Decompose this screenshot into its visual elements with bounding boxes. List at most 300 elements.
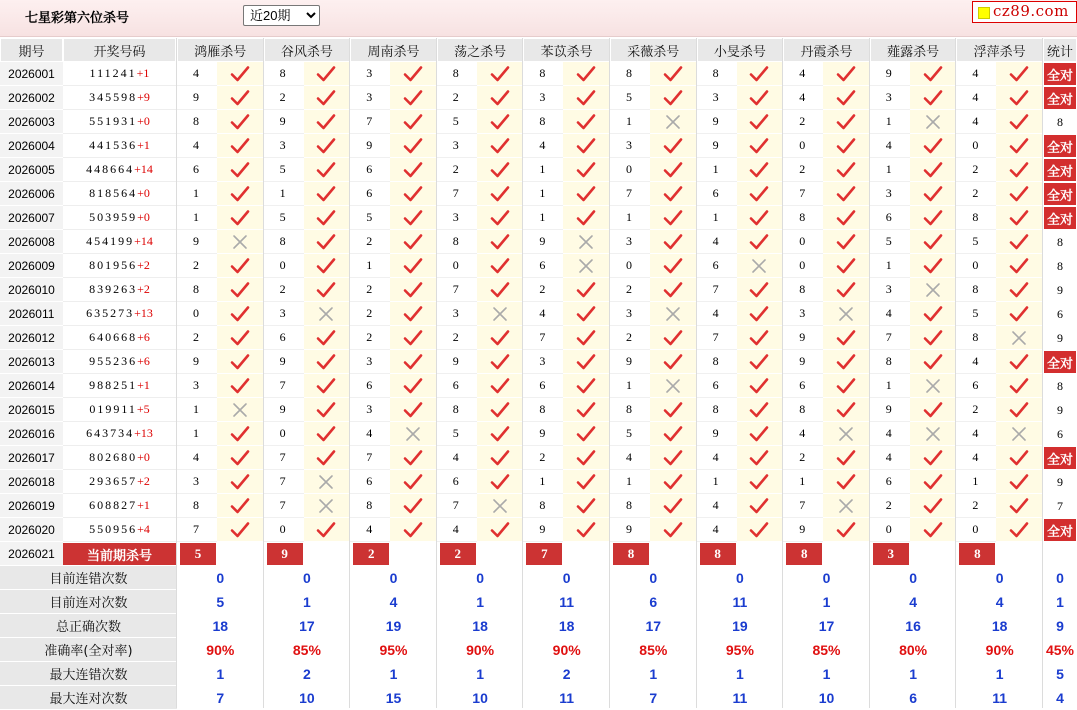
check-icon: [490, 233, 510, 251]
summary-value: 11: [697, 590, 784, 614]
kill-result: [996, 422, 1042, 446]
kill-value: 1: [350, 254, 390, 278]
cross-icon: [316, 473, 336, 491]
all-correct-badge: 全对: [1044, 447, 1076, 469]
check-icon: [663, 89, 683, 107]
kill-result: [304, 62, 350, 86]
check-icon: [576, 281, 596, 299]
kill-value: 8: [697, 62, 737, 86]
check-icon: [316, 65, 336, 83]
check-icon: [490, 65, 510, 83]
kill-value: 6: [956, 374, 996, 398]
summary-value: 90%: [437, 638, 524, 662]
draw-numbers-cell: [63, 470, 176, 494]
summary-value: 19: [697, 614, 784, 638]
kill-result: [996, 470, 1042, 494]
all-correct-badge: 全对: [1044, 351, 1076, 373]
current-kill-number: 2: [353, 543, 389, 565]
draw-numbers-cell: [63, 134, 176, 158]
period-cell: 2026017: [0, 446, 63, 470]
draw-bonus: +5: [136, 402, 150, 416]
top-bar: [0, 0, 1077, 37]
kill-value: 7: [264, 494, 304, 518]
kill-result: [217, 302, 263, 326]
kill-result: [650, 182, 696, 206]
check-icon: [230, 473, 250, 491]
check-icon: [663, 137, 683, 155]
check-icon: [316, 209, 336, 227]
check-icon: [836, 449, 856, 467]
draw-bonus: +9: [137, 90, 150, 104]
kill-value: 7: [783, 182, 823, 206]
kill-value: 0: [956, 254, 996, 278]
draw-numbers-cell: [63, 350, 176, 374]
kill-result: [217, 494, 263, 518]
check-icon: [663, 233, 683, 251]
check-icon: [1009, 89, 1029, 107]
column-divider: [1042, 38, 1043, 708]
kill-value: 4: [956, 110, 996, 134]
draw-numbers: 839263: [89, 282, 138, 296]
kill-result: [304, 374, 350, 398]
draw-bonus: +1: [137, 378, 150, 392]
kill-result: [304, 278, 350, 302]
cross-icon: [230, 233, 250, 251]
kill-result: [304, 182, 350, 206]
kill-result: [563, 254, 609, 278]
check-icon: [1009, 497, 1029, 515]
kill-value: 7: [523, 326, 563, 350]
kill-result: [650, 494, 696, 518]
period-cell: 2026009: [0, 254, 63, 278]
draw-numbers-cell: [63, 206, 176, 230]
kill-value: 9: [264, 350, 304, 374]
kill-value: 3: [523, 350, 563, 374]
summary-value: 15: [350, 686, 437, 710]
kill-result: [563, 446, 609, 470]
draw-numbers: 454199: [86, 234, 135, 248]
check-icon: [403, 161, 423, 179]
kill-result: [910, 254, 956, 278]
summary-value: 18: [177, 614, 264, 638]
kill-value: 1: [177, 422, 217, 446]
check-icon: [490, 257, 510, 275]
kill-value: 9: [523, 230, 563, 254]
check-icon: [490, 473, 510, 491]
kill-result: [910, 110, 956, 134]
kill-result: [304, 86, 350, 110]
all-correct-badge: 全对: [1044, 519, 1076, 541]
kill-value: 1: [697, 158, 737, 182]
kill-value: 0: [437, 254, 477, 278]
summary-value: 0: [870, 566, 957, 590]
all-correct-badge: 全对: [1044, 135, 1076, 157]
kill-value: 0: [783, 230, 823, 254]
draw-bonus: +2: [137, 282, 150, 296]
draw-bonus: +14: [134, 162, 153, 176]
kill-result: [477, 134, 523, 158]
kill-value: 3: [610, 302, 650, 326]
check-icon: [576, 65, 596, 83]
kill-result: [217, 374, 263, 398]
kill-value: 5: [350, 206, 390, 230]
kill-result: [477, 374, 523, 398]
check-icon: [490, 521, 510, 539]
draw-numbers: 635273: [86, 306, 135, 320]
summary-value: 0: [956, 566, 1043, 590]
check-icon: [316, 89, 336, 107]
check-icon: [663, 473, 683, 491]
kill-value: 6: [870, 470, 910, 494]
summary-value: 1: [437, 590, 524, 614]
kill-value: 7: [350, 446, 390, 470]
kill-value: 1: [523, 206, 563, 230]
kill-result: [996, 158, 1042, 182]
summary-value: 85%: [783, 638, 870, 662]
kill-value: 8: [177, 494, 217, 518]
check-icon: [490, 425, 510, 443]
kill-result: [477, 494, 523, 518]
kill-result: [823, 398, 869, 422]
check-icon: [403, 137, 423, 155]
cross-icon: [923, 281, 943, 299]
column-divider: [436, 38, 437, 708]
summary-value: 5: [177, 590, 264, 614]
summary-stat: 0: [1043, 566, 1077, 590]
kill-result: [217, 182, 263, 206]
check-icon: [923, 209, 943, 227]
check-icon: [836, 233, 856, 251]
current-kill-number: 8: [786, 543, 822, 565]
kill-value: 8: [437, 398, 477, 422]
kill-value: 2: [350, 302, 390, 326]
kill-value: 4: [350, 422, 390, 446]
period-cell: 2026020: [0, 518, 63, 542]
draw-bonus: +0: [137, 186, 150, 200]
check-icon: [1009, 257, 1029, 275]
check-icon: [403, 449, 423, 467]
kill-result: [217, 350, 263, 374]
kill-value: 4: [956, 62, 996, 86]
kill-value: 8: [177, 278, 217, 302]
kill-value: 2: [783, 158, 823, 182]
kill-value: 7: [437, 182, 477, 206]
kill-result: [910, 230, 956, 254]
kill-result: [563, 374, 609, 398]
cross-icon: [923, 377, 943, 395]
kill-value: 1: [697, 470, 737, 494]
current-kill-number: 5: [180, 543, 216, 565]
all-correct-badge: 全对: [1044, 87, 1076, 109]
kill-value: 3: [870, 86, 910, 110]
cross-icon: [490, 305, 510, 323]
kill-result: [563, 350, 609, 374]
draw-bonus: +14: [134, 234, 153, 248]
kill-value: 4: [437, 446, 477, 470]
kill-result: [996, 302, 1042, 326]
check-icon: [1009, 353, 1029, 371]
kill-value: 9: [697, 134, 737, 158]
kill-value: 4: [697, 446, 737, 470]
check-icon: [403, 257, 423, 275]
check-icon: [490, 209, 510, 227]
kill-result: [823, 158, 869, 182]
draw-numbers-cell: [63, 62, 176, 86]
summary-label: 准确率(全对率): [0, 638, 177, 662]
column-divider: [696, 38, 697, 708]
current-kill-number: 3: [873, 543, 909, 565]
check-icon: [490, 281, 510, 299]
check-icon: [316, 281, 336, 299]
check-icon: [923, 521, 943, 539]
check-icon: [923, 473, 943, 491]
kill-value: 2: [523, 278, 563, 302]
draw-numbers: 988251: [89, 378, 138, 392]
check-icon: [749, 401, 769, 419]
kill-result: [390, 350, 436, 374]
kill-value: 1: [610, 110, 650, 134]
kill-value: 1: [870, 110, 910, 134]
kill-result: [910, 422, 956, 446]
kill-result: [477, 398, 523, 422]
kill-value: 5: [610, 422, 650, 446]
kill-result: [737, 494, 783, 518]
summary-value: 18: [956, 614, 1043, 638]
period-cell: 2026008: [0, 230, 63, 254]
check-icon: [836, 65, 856, 83]
kill-value: 5: [264, 206, 304, 230]
kill-value: 9: [523, 518, 563, 542]
check-icon: [749, 497, 769, 515]
check-icon: [576, 209, 596, 227]
kill-value: 4: [697, 302, 737, 326]
kill-result: [217, 86, 263, 110]
summary-value: 1: [610, 662, 697, 686]
kill-value: 2: [523, 446, 563, 470]
kill-value: 5: [264, 158, 304, 182]
kill-result: [910, 374, 956, 398]
kill-result: [823, 326, 869, 350]
kill-result: [563, 62, 609, 86]
kill-value: 4: [523, 302, 563, 326]
kill-result: [996, 62, 1042, 86]
draw-numbers: 448664: [86, 162, 135, 176]
kill-result: [650, 230, 696, 254]
kill-value: 0: [264, 254, 304, 278]
kill-result: [390, 422, 436, 446]
kill-value: 9: [783, 326, 823, 350]
kill-result: [390, 254, 436, 278]
cross-icon: [749, 257, 769, 275]
kill-value: 8: [523, 110, 563, 134]
kill-value: 9: [610, 350, 650, 374]
summary-value: 7: [610, 686, 697, 710]
check-icon: [663, 65, 683, 83]
period-cell: 2026005: [0, 158, 63, 182]
check-icon: [230, 65, 250, 83]
kill-result: [217, 110, 263, 134]
kill-result: [910, 470, 956, 494]
kill-value: 6: [350, 374, 390, 398]
kill-result: [910, 518, 956, 542]
check-icon: [316, 425, 336, 443]
draw-numbers: 551931: [89, 114, 138, 128]
kill-value: 4: [870, 422, 910, 446]
check-icon: [576, 353, 596, 371]
kill-result: [650, 62, 696, 86]
kill-value: 3: [350, 86, 390, 110]
check-icon: [316, 257, 336, 275]
summary-value: 1: [177, 662, 264, 686]
check-icon: [316, 377, 336, 395]
kill-value: 8: [264, 62, 304, 86]
check-icon: [230, 281, 250, 299]
kill-result: [217, 518, 263, 542]
check-icon: [923, 353, 943, 371]
kill-value: 4: [610, 446, 650, 470]
kill-result: [737, 86, 783, 110]
kill-result: [563, 518, 609, 542]
kill-result: [304, 350, 350, 374]
check-icon: [230, 161, 250, 179]
kill-result: [304, 302, 350, 326]
kill-value: 3: [437, 302, 477, 326]
summary-value: 85%: [610, 638, 697, 662]
kill-result: [390, 134, 436, 158]
summary-value: 10: [264, 686, 351, 710]
kill-result: [304, 494, 350, 518]
kill-value: 0: [610, 158, 650, 182]
kill-result: [304, 110, 350, 134]
check-icon: [923, 449, 943, 467]
kill-value: 5: [870, 230, 910, 254]
summary-stat: 9: [1043, 614, 1077, 638]
kill-value: 5: [956, 302, 996, 326]
draw-numbers-cell: [63, 110, 176, 134]
header-killer: 苯苡杀号: [523, 38, 610, 62]
kill-value: 6: [523, 254, 563, 278]
kill-result: [996, 110, 1042, 134]
kill-result: [737, 278, 783, 302]
check-icon: [836, 113, 856, 131]
current-period: 2026021: [0, 542, 63, 566]
kill-value: 2: [177, 326, 217, 350]
draw-numbers: 818564: [89, 186, 138, 200]
kill-result: [477, 446, 523, 470]
kill-result: [996, 182, 1042, 206]
kill-value: 7: [264, 446, 304, 470]
page-title: 七星彩第六位杀号: [25, 11, 130, 26]
check-icon: [230, 425, 250, 443]
header-period: 期号: [0, 38, 63, 62]
kill-result: [477, 518, 523, 542]
check-icon: [749, 233, 769, 251]
check-icon: [316, 113, 336, 131]
kill-result: [823, 110, 869, 134]
kill-value: 6: [350, 182, 390, 206]
kill-value: 2: [956, 494, 996, 518]
kill-value: 8: [697, 350, 737, 374]
kill-result: [823, 206, 869, 230]
summary-value: 2: [523, 662, 610, 686]
draw-numbers: 608827: [89, 498, 138, 512]
kill-result: [650, 254, 696, 278]
kill-result: [823, 302, 869, 326]
stat-count: 8: [1044, 254, 1076, 278]
kill-value: 7: [870, 326, 910, 350]
kill-value: 3: [523, 86, 563, 110]
kill-value: 2: [264, 86, 304, 110]
summary-value: 16: [870, 614, 957, 638]
check-icon: [490, 329, 510, 347]
kill-value: 6: [697, 254, 737, 278]
period-cell: 2026006: [0, 182, 63, 206]
check-icon: [316, 161, 336, 179]
stat-count: 7: [1044, 494, 1076, 518]
cross-icon: [923, 425, 943, 443]
period-select[interactable]: [243, 5, 320, 26]
check-icon: [836, 137, 856, 155]
summary-value: 18: [523, 614, 610, 638]
summary-value: 0: [437, 566, 524, 590]
draw-bonus: +0: [137, 114, 150, 128]
kill-value: 6: [437, 470, 477, 494]
kill-value: 3: [350, 350, 390, 374]
kill-value: 6: [437, 374, 477, 398]
draw-numbers: 955236: [89, 354, 138, 368]
kill-result: [563, 206, 609, 230]
summary-label: 最大连错次数: [0, 662, 177, 686]
draw-bonus: +1: [136, 66, 150, 80]
kill-value: 0: [610, 254, 650, 278]
summary-stat: 5: [1043, 662, 1077, 686]
kill-result: [650, 302, 696, 326]
kill-result: [563, 158, 609, 182]
site-logo[interactable]: [972, 1, 1077, 23]
kill-value: 2: [350, 230, 390, 254]
check-icon: [403, 377, 423, 395]
kill-result: [477, 206, 523, 230]
kill-value: 8: [610, 398, 650, 422]
kill-value: 7: [783, 494, 823, 518]
kill-value: 5: [956, 230, 996, 254]
kill-value: 9: [350, 134, 390, 158]
kill-value: 9: [610, 518, 650, 542]
summary-value: 10: [783, 686, 870, 710]
check-icon: [576, 185, 596, 203]
check-icon: [836, 185, 856, 203]
kill-result: [477, 158, 523, 182]
check-icon: [576, 89, 596, 107]
kill-value: 0: [956, 518, 996, 542]
kill-value: 1: [610, 470, 650, 494]
kill-result: [304, 230, 350, 254]
check-icon: [749, 137, 769, 155]
check-icon: [403, 89, 423, 107]
kill-value: 4: [870, 302, 910, 326]
check-icon: [403, 185, 423, 203]
kill-result: [823, 134, 869, 158]
kill-result: [650, 374, 696, 398]
kill-result: [910, 62, 956, 86]
period-cell: 2026013: [0, 350, 63, 374]
kill-value: 8: [956, 206, 996, 230]
kill-result: [823, 422, 869, 446]
summary-value: 80%: [870, 638, 957, 662]
draw-numbers-cell: [63, 254, 176, 278]
kill-value: 9: [264, 110, 304, 134]
kill-result: [910, 278, 956, 302]
